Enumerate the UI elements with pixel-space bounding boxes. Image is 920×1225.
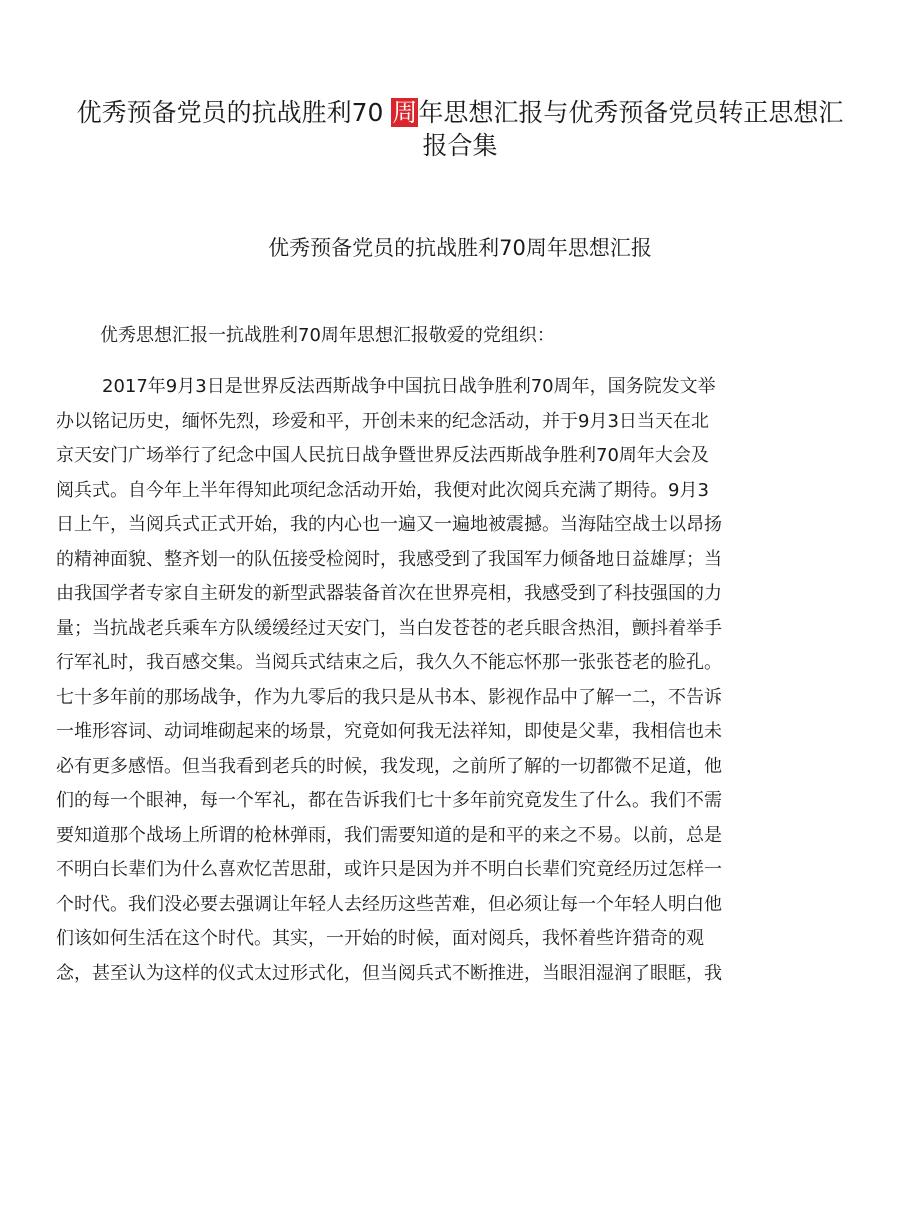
body-line: 2017年9月3日是世界反法西斯战争中国抗日战争胜利70周年，国务院发文举: [102, 376, 716, 397]
section-title: 优秀预备党员的抗战胜利70周年思想汇报: [268, 236, 652, 260]
main-title: [40, 96, 880, 162]
main-title-highlight: 周: [392, 98, 418, 127]
salutation: 优秀思想汇报一抗战胜利70周年思想汇报敬爱的党组织：: [100, 325, 555, 346]
body-line: 七十多年前的那场战争，作为九零后的我只是从书本、影视作品中了解一二，不告诉: [56, 686, 722, 708]
body-line: 京天安门广场举行了纪念中国人民抗日战争暨世界反法西斯战争胜利70周年大会及: [56, 445, 709, 466]
body-paragraph: [56, 370, 831, 991]
body-line: 个时代。我们没必要去强调让年轻人去经历这些苦难，但必须让每一个年轻人明白他: [56, 893, 722, 915]
main-title-part2: 年思想汇报与优秀预备党员转正思想汇: [418, 98, 844, 127]
body-line: 念，甚至认为这样的仪式太过形式化，但当阅兵式不断推进，当眼泪湿润了眼眶，我: [56, 962, 722, 984]
body-line: 不明白长辈们为什么喜欢忆苦思甜，或许只是因为并不明白长辈们究竟经历过怎样一: [56, 859, 722, 880]
body-line: 日上午，当阅兵式正式开始，我的内心也一遍又一遍地被震撼。当海陆空战士以昂扬: [56, 514, 722, 535]
body-line: 们该如何生活在这个时代。其实，一开始的时候，面对阅兵，我怀着些许猎奇的观: [56, 928, 704, 949]
body-line: 必有更多感悟。但当我看到老兵的时候，我发现，之前所了解的一切都微不足道，他: [56, 755, 722, 777]
body-line: 由我国学者专家自主研发的新型武器装备首次在世界亮相，我感受到了科技强国的力: [56, 583, 722, 604]
body-line: 们的每一个眼神，每一个军礼，都在告诉我们七十多年前究竟发生了什么。我们不需: [56, 790, 722, 811]
body-line: 量；当抗战老兵乘车方队缓缓经过天安门，当白发苍苍的老兵眼含热泪，颤抖着举手: [56, 617, 722, 639]
body-line: 行军礼时，我百感交集。当阅兵式结束之后，我久久不能忘怀那一张张苍老的脸孔。: [56, 652, 722, 673]
main-title-line2: 报合集: [422, 131, 498, 160]
body-line: 一堆形容词、动词堆砌起来的场景，究竟如何我无法祥知，即使是父辈，我相信也未: [56, 721, 722, 742]
body-line: 的精神面貌、整齐划一的队伍接受检阅时，我感受到了我国军力倾备地日益雄厚；当: [56, 548, 722, 570]
body-line: 要知道那个战场上所谓的枪林弹雨，我们需要知道的是和平的来之不易。以前，总是: [56, 824, 722, 846]
body-line: 办以铭记历史，缅怀先烈，珍爱和平，开创未来的纪念活动，并于9月3日当天在北: [56, 410, 709, 432]
body-line: 阅兵式。自今年上半年得知此项纪念活动开始，我便对此次阅兵充满了期待。9月3: [56, 479, 709, 501]
main-title-part1: 优秀预备党员的抗战胜利70: [76, 98, 392, 127]
